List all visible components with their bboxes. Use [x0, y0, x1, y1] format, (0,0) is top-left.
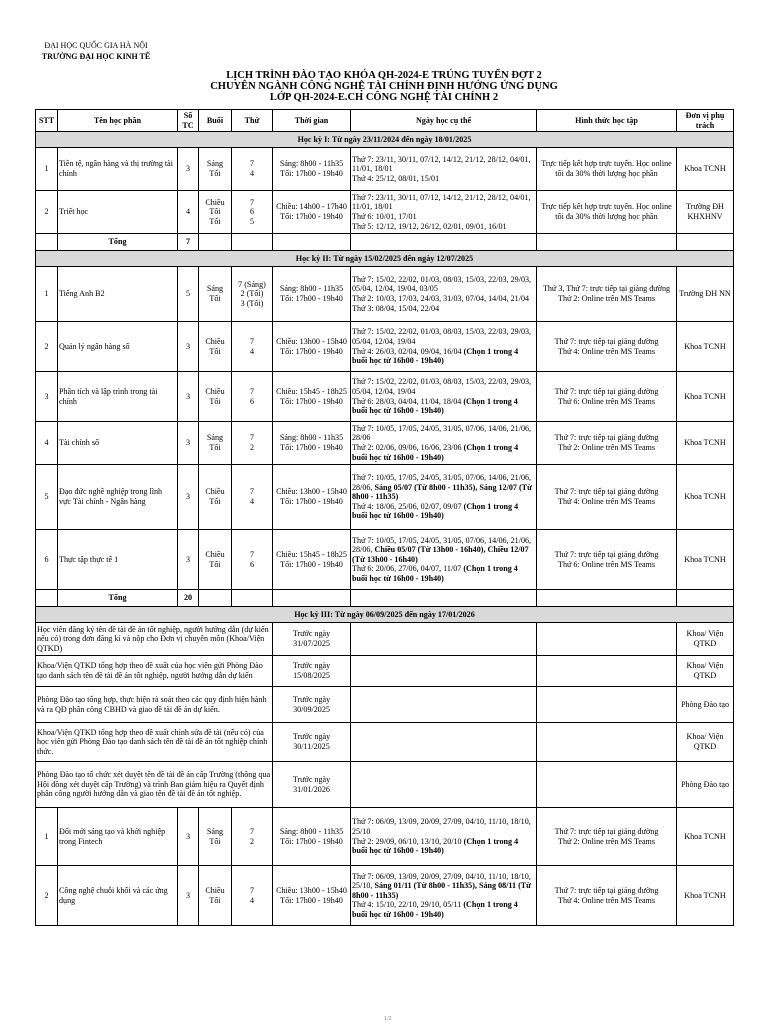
stt-cell: 1 — [36, 808, 58, 866]
time-cell: Chiều: 13h00 - 15h40 Tối: 17h00 - 19h40 — [273, 866, 351, 926]
dates-note: (Chọn 1 trong 4 buổi học từ 16h00 - 19h40) — [352, 396, 518, 416]
dates-text: Thứ 7: 15/02, 22/02, 01/03, 08/03, 15/03, 22/03, 29/03, 05/04, 12/04, 19/04, 03/05 Thứ 2: 10/03, 17/03, 24/03, 31/03, 07/04, 14/04, 21/04 Thứ 3: 08/04, 15/04, 22/04 — [352, 274, 532, 313]
table-row — [36, 267, 734, 322]
semester-1-header — [36, 132, 734, 148]
header-credits: Số TC — [178, 110, 199, 132]
mode-cell: Thứ 7: trực tiếp tại giảng đường Thứ 6: Online trên MS Teams — [537, 530, 677, 590]
credits-cell: 3 — [178, 372, 199, 422]
header-time: Thời gian — [273, 110, 351, 132]
unit-cell: Khoa TCNH — [677, 530, 734, 590]
dates-text: Thứ 7: 23/11, 30/11, 07/12, 14/12, 21/12, 28/12, 04/01, 11/01, 18/01 Thứ 4: 25/12, 08/01, 15/01 — [352, 154, 531, 183]
table-row — [36, 866, 734, 926]
empty-cell — [232, 234, 273, 251]
dates-text: Thứ 7: 15/02, 22/02, 01/03, 08/03, 15/03, 22/03, 29/03, 05/04, 12/04, 19/04 Thứ 4: 26/03, 02/04, 09/04, 16/04 — [352, 327, 532, 356]
dates-note: (Chọn 1 trong 4 buổi học từ 16h00 - 19h40) — [352, 443, 519, 462]
milestone-row — [36, 687, 734, 723]
semester-label: Học kỳ III: Từ ngày 06/09/2025 đến ngày 17/01/2026 — [36, 607, 734, 623]
semester-label: Học kỳ I: Từ ngày 23/11/2024 đến ngày 18/01/2025 — [36, 132, 734, 148]
dates-cell — [351, 866, 537, 926]
milestone-text: Học viên đăng ký tên đề tài đề án tốt nghiệp, người hướng dẫn (dự kiến nếu có) trong đơn đăng kí và nộp cho Đơn vị chuyên môn (Khoa/Viện QTKD) — [36, 623, 273, 656]
empty-cell — [351, 590, 537, 607]
empty-cell — [232, 590, 273, 607]
header-session: Buổi — [199, 110, 232, 132]
dates-cell — [351, 465, 537, 530]
empty-cell — [36, 590, 58, 607]
empty-cell — [537, 723, 677, 762]
unit-cell: Khoa TCNH — [677, 465, 734, 530]
document-title — [120, 70, 648, 103]
course-name-cell: Tiền tệ, ngân hàng và thị trường tài chính — [58, 148, 178, 191]
time-cell: Chiều: 13h00 - 15h40 Tối: 17h00 - 19h40 — [273, 465, 351, 530]
milestone-deadline: Trước ngày 15/08/2025 — [273, 656, 351, 687]
title-line-2: CHUYÊN NGÀNH CÔNG NGHỆ TÀI CHÍNH ĐỊNH HƯỚNG ỨNG DỤNG — [210, 81, 558, 92]
dates-note: (Chọn 1 trong 4 buổi học từ 16h00 - 19h40) — [352, 501, 519, 521]
milestone-text: Khoa/Viện QTKD tổng hợp theo đề xuất chỉnh sửa đề tài (nếu có) của học viên gửi Phòng Đào tạo danh sách tên đề tài đề án tốt nghiệp chính thức. — [36, 723, 273, 762]
school-name: TRƯỜNG ĐẠI HỌC KINH TẾ — [41, 52, 151, 61]
course-name-cell: Tài chính số — [58, 422, 178, 465]
stt-cell: 1 — [36, 148, 58, 191]
credits-cell: 3 — [178, 422, 199, 465]
course-name-cell: Đổi mới sáng tạo và khởi nghiệp trong Fintech — [58, 808, 178, 866]
university-name: ĐẠI HỌC QUỐC GIA HÀ NỘI — [44, 41, 148, 50]
total-credits: 7 — [178, 234, 199, 251]
dates-note: Sáng 05/07 (Từ 8h00 - 11h35), Sáng 12/07 (Từ 8h00 - 11h35) — [352, 482, 532, 502]
stt-cell: 2 — [36, 322, 58, 372]
total-label: Tổng — [58, 590, 178, 607]
stt-cell: 6 — [36, 530, 58, 590]
mode-cell: Trực tiếp kết hợp trực tuyến. Học online tối đa 30% thời lượng học phần — [537, 191, 677, 234]
title-line-1: LỊCH TRÌNH ĐÀO TẠO KHÓA QH-2024-E TRÚNG TUYỂN ĐỢT 2 — [226, 70, 542, 81]
empty-cell — [351, 656, 537, 687]
milestone-deadline: Trước ngày 31/07/2025 — [273, 623, 351, 656]
empty-cell — [351, 723, 537, 762]
time-cell: Sáng: 8h00 - 11h35 Tối: 17h00 - 19h40 — [273, 148, 351, 191]
milestone-text: Phòng Đào tạo tổ chức xét duyệt tên đề tài đề án cấp Trường (thông qua Hội đồng xét duyệt cấp Trường) và trình Ban giám hiệu ra Quyết định phân công người hướng dẫn và giao tên đề tài đề án tốt nghiệp. — [36, 762, 273, 808]
empty-cell — [677, 234, 734, 251]
empty-cell — [537, 687, 677, 723]
time-cell: Chiều: 15h45 - 18h25 Tối: 17h00 - 19h40 — [273, 530, 351, 590]
page-number: 1/2 — [384, 1016, 392, 1022]
time-cell: Sáng: 8h00 - 11h35 Tối: 17h00 - 19h40 — [273, 422, 351, 465]
session-cell: Sáng Tối — [199, 808, 232, 866]
header-weekday: Thứ — [232, 110, 273, 132]
semester-3-header — [36, 607, 734, 623]
stt-cell: 5 — [36, 465, 58, 530]
dates-text: Thứ 4: 15/10, 22/10, 29/10, 05/11 — [352, 900, 462, 910]
mode-cell: Thứ 3, Thứ 7: trực tiếp tại giảng đường Thứ 2: Online trên MS Teams — [537, 267, 677, 322]
empty-cell — [36, 234, 58, 251]
table-row — [36, 422, 734, 465]
dates-text: Thứ 6: 20/06, 27/06, 04/07, 11/07 — [352, 564, 462, 574]
milestone-deadline: Trước ngày 31/01/2026 — [273, 762, 351, 808]
table-row — [36, 465, 734, 530]
dates-text: Thứ 7: 06/09, 13/09, 20/09, 27/09, 04/10, 11/10, 18/10, 25/10, — [352, 871, 531, 891]
credits-cell: 3 — [178, 465, 199, 530]
milestone-unit: Khoa/ Viện QTKD — [677, 656, 734, 687]
stt-cell: 2 — [36, 191, 58, 234]
dates-note: Chiều 05/07 (Từ 13h00 - 16h40), Chiều 12/07 (Từ 13h00 - 16h40) — [352, 545, 529, 564]
credits-cell: 3 — [178, 808, 199, 866]
dates-cell — [351, 530, 537, 590]
milestone-text: Khoa/Viện QTKD tổng hợp theo đề xuất của học viên gửi Phòng Đào tạo danh sách tên đề tài đề án tốt nghiệp, người hướng dẫn dự kiến — [36, 656, 273, 687]
dates-cell — [351, 422, 537, 465]
empty-cell — [199, 590, 232, 607]
header-stt: STT — [36, 110, 58, 132]
empty-cell — [351, 762, 537, 808]
credits-cell: 3 — [178, 148, 199, 191]
weekday-cell: 7 2 — [232, 422, 273, 465]
organization-header — [40, 40, 152, 62]
session-cell: Chiều Tối Tối — [199, 191, 232, 234]
header-unit: Đơn vị phụ trách — [677, 110, 734, 132]
table-row — [36, 191, 734, 234]
dates-note: (Chọn 1 trong 4 buổi học từ 16h00 - 19h40) — [352, 900, 518, 919]
course-name-cell: Tiếng Anh B2 — [58, 267, 178, 322]
mode-cell: Thứ 7: trực tiếp tại giảng đường Thứ 4: Online trên MS Teams — [537, 465, 677, 530]
dates-cell — [351, 808, 537, 866]
empty-cell — [537, 656, 677, 687]
credits-cell: 3 — [178, 866, 199, 926]
milestone-unit: Khoa/ Viện QTKD — [677, 623, 734, 656]
empty-cell — [537, 623, 677, 656]
dates-note: (Chọn 1 trong 4 buổi học từ 16h00 - 19h40) — [352, 346, 519, 366]
dates-note: (Chọn 1 trong 4 buổi học từ 16h00 - 19h40) — [352, 836, 519, 856]
unit-cell: Khoa TCNH — [677, 322, 734, 372]
stt-cell: 4 — [36, 422, 58, 465]
dates-text: Thứ 7: 10/05, 17/05, 24/05, 31/05, 07/06, 14/06, 21/06, 28/06 Thứ 2: 02/06, 09/06, 16/06, 23/06 — [352, 423, 532, 452]
table-header-row — [36, 110, 734, 132]
milestone-text: Phòng Đào tạo tổng hợp, thực hiện rà soát theo các quy định hiện hành và ra QĐ phân công CBHD và giao đề tài đề án dự kiến. — [36, 687, 273, 723]
time-cell: Chiều: 15h45 - 18h25 Tối: 17h00 - 19h40 — [273, 372, 351, 422]
mode-cell: Trực tiếp kết hợp trực tuyến. Học online tối đa 30% thời lượng học phần — [537, 148, 677, 191]
time-cell: Chiều: 13h00 - 15h40 Tối: 17h00 - 19h40 — [273, 322, 351, 372]
table-row — [36, 372, 734, 422]
weekday-cell: 7 4 — [232, 465, 273, 530]
total-row — [36, 234, 734, 251]
time-cell: Sáng: 8h00 - 11h35 Tối: 17h00 - 19h40 — [273, 267, 351, 322]
milestone-row — [36, 762, 734, 808]
semester-label: Học kỳ II: Từ ngày 15/02/2025 đến ngày 12/07/2025 — [36, 251, 734, 267]
credits-cell: 3 — [178, 530, 199, 590]
table-row — [36, 808, 734, 866]
table-row — [36, 322, 734, 372]
credits-cell: 3 — [178, 322, 199, 372]
unit-cell: Khoa TCNH — [677, 422, 734, 465]
mode-cell: Thứ 7: trực tiếp tại giảng đường Thứ 4: Online trên MS Teams — [537, 866, 677, 926]
milestone-unit: Khoa/ Viện QTKD — [677, 723, 734, 762]
course-name-cell: Quản lý ngân hàng số — [58, 322, 178, 372]
unit-cell: Khoa TCNH — [677, 808, 734, 866]
header-dates: Ngày học cụ thể — [351, 110, 537, 132]
semester-2-header — [36, 251, 734, 267]
mode-cell: Thứ 7: trực tiếp tại giảng đường Thứ 4: Online trên MS Teams — [537, 322, 677, 372]
stt-cell: 1 — [36, 267, 58, 322]
course-name-cell: Thực tập thực tế 1 — [58, 530, 178, 590]
weekday-cell: 7 6 — [232, 530, 273, 590]
milestone-unit: Phòng Đào tạo — [677, 687, 734, 723]
unit-cell: Trường ĐH NN — [677, 267, 734, 322]
total-label: Tổng — [58, 234, 178, 251]
empty-cell — [273, 234, 351, 251]
dates-text: Thứ 4: 18/06, 25/06, 02/07, 09/07 — [352, 501, 462, 511]
empty-cell — [537, 590, 677, 607]
weekday-cell: 7 2 — [232, 808, 273, 866]
credits-cell: 4 — [178, 191, 199, 234]
unit-cell: Khoa TCNH — [677, 866, 734, 926]
stt-cell: 2 — [36, 866, 58, 926]
dates-text: Thứ 7: 10/05, 17/05, 24/05, 31/05, 07/06, 14/06, 21/06, 28/06, — [352, 535, 532, 555]
empty-cell — [199, 234, 232, 251]
weekday-cell: 7 6 5 — [232, 191, 273, 234]
weekday-cell: 7 4 — [232, 866, 273, 926]
dates-cell — [351, 322, 537, 372]
dates-text: Thứ 7: 23/11, 30/11, 07/12, 14/12, 21/12, 28/12, 04/01, 11/01, 18/01 Thứ 6: 10/01, 17/01 Thứ 5: 12/12, 19/12, 26/12, 02/01, 09/01, 16/01 — [352, 192, 531, 231]
unit-cell: Khoa TCNH — [677, 372, 734, 422]
unit-cell: Khoa TCNH — [677, 148, 734, 191]
dates-note: (Chọn 1 trong 4 buổi học từ 16h00 - 19h40) — [352, 564, 518, 583]
dates-text: Thứ 7: 10/05, 17/05, 24/05, 31/05, 07/06, 14/06, 21/06, 28/06, — [352, 473, 532, 492]
dates-cell — [351, 372, 537, 422]
dates-text: Thứ 7: 15/02, 22/02, 01/03, 08/03, 15/03, 22/03, 29/03, 05/04, 12/04, 19/04 Thứ 6: 28/03, 04/04, 11/04, 18/04 — [352, 377, 532, 406]
time-cell: Chiều: 14h00 - 17h40 Tối: 17h00 - 19h40 — [273, 191, 351, 234]
session-cell: Chiều Tối — [199, 322, 232, 372]
milestone-deadline: Trước ngày 30/11/2025 — [273, 723, 351, 762]
dates-text: Thứ 7: 06/09, 13/09, 20/09, 27/09, 04/10, 11/10, 18/10, 25/10 Thứ 2: 29/09, 06/10, 13/10, 20/10 — [352, 817, 531, 846]
stt-cell: 3 — [36, 372, 58, 422]
session-cell: Sáng Tối — [199, 267, 232, 322]
dates-cell — [351, 267, 537, 322]
title-line-3: LỚP QH-2024-E.CH CÔNG NGHỆ TÀI CHÍNH 2 — [269, 92, 499, 103]
weekday-cell: 7 (Sáng) 2 (Tối) 3 (Tối) — [232, 267, 273, 322]
schedule-table — [35, 109, 734, 926]
session-cell: Chiều Tối — [199, 530, 232, 590]
empty-cell — [537, 762, 677, 808]
milestone-deadline: Trước ngày 30/09/2025 — [273, 687, 351, 723]
session-cell: Chiều Tối — [199, 866, 232, 926]
course-name-cell: Đạo đức nghề nghiệp trong lĩnh vực Tài chính - Ngân hàng — [58, 465, 178, 530]
unit-cell: Trường ĐH KHXHNV — [677, 191, 734, 234]
session-cell: Chiều Tối — [199, 372, 232, 422]
header-course: Tên học phần — [58, 110, 178, 132]
session-cell: Sáng Tối — [199, 148, 232, 191]
dates-note: Sáng 01/11 (Từ 8h00 - 11h35), Sáng 08/11 (Từ 8h00 - 11h35) — [352, 881, 532, 900]
dates-cell — [351, 148, 537, 191]
session-cell: Chiều Tối — [199, 465, 232, 530]
weekday-cell: 7 4 — [232, 322, 273, 372]
mode-cell: Thứ 7: trực tiếp tại giảng đường Thứ 2: Online trên MS Teams — [537, 422, 677, 465]
schedule-body — [36, 132, 734, 926]
empty-cell — [351, 687, 537, 723]
milestone-row — [36, 656, 734, 687]
empty-cell — [537, 234, 677, 251]
dates-cell — [351, 191, 537, 234]
course-name-cell: Công nghệ chuỗi khối và các ứng dụng — [58, 866, 178, 926]
mode-cell: Thứ 7: trực tiếp tại giảng đường Thứ 6: Online trên MS Teams — [537, 372, 677, 422]
total-credits: 20 — [178, 590, 199, 607]
empty-cell — [351, 234, 537, 251]
empty-cell — [677, 590, 734, 607]
course-name-cell: Phân tích và lập trình trong tài chính — [58, 372, 178, 422]
session-cell: Sáng Tối — [199, 422, 232, 465]
milestone-row — [36, 623, 734, 656]
weekday-cell: 7 4 — [232, 148, 273, 191]
course-name-cell: Triết học — [58, 191, 178, 234]
total-row — [36, 590, 734, 607]
table-row — [36, 148, 734, 191]
mode-cell: Thứ 7: trực tiếp tại giảng đường Thứ 2: Online trên MS Teams — [537, 808, 677, 866]
credits-cell: 5 — [178, 267, 199, 322]
milestone-row — [36, 723, 734, 762]
empty-cell — [273, 590, 351, 607]
table-row — [36, 530, 734, 590]
empty-cell — [351, 623, 537, 656]
header-mode: Hình thức học tập — [537, 110, 677, 132]
milestone-unit: Phòng Đào tạo — [677, 762, 734, 808]
weekday-cell: 7 6 — [232, 372, 273, 422]
time-cell: Sáng: 8h00 - 11h35 Tối: 17h00 - 19h40 — [273, 808, 351, 866]
